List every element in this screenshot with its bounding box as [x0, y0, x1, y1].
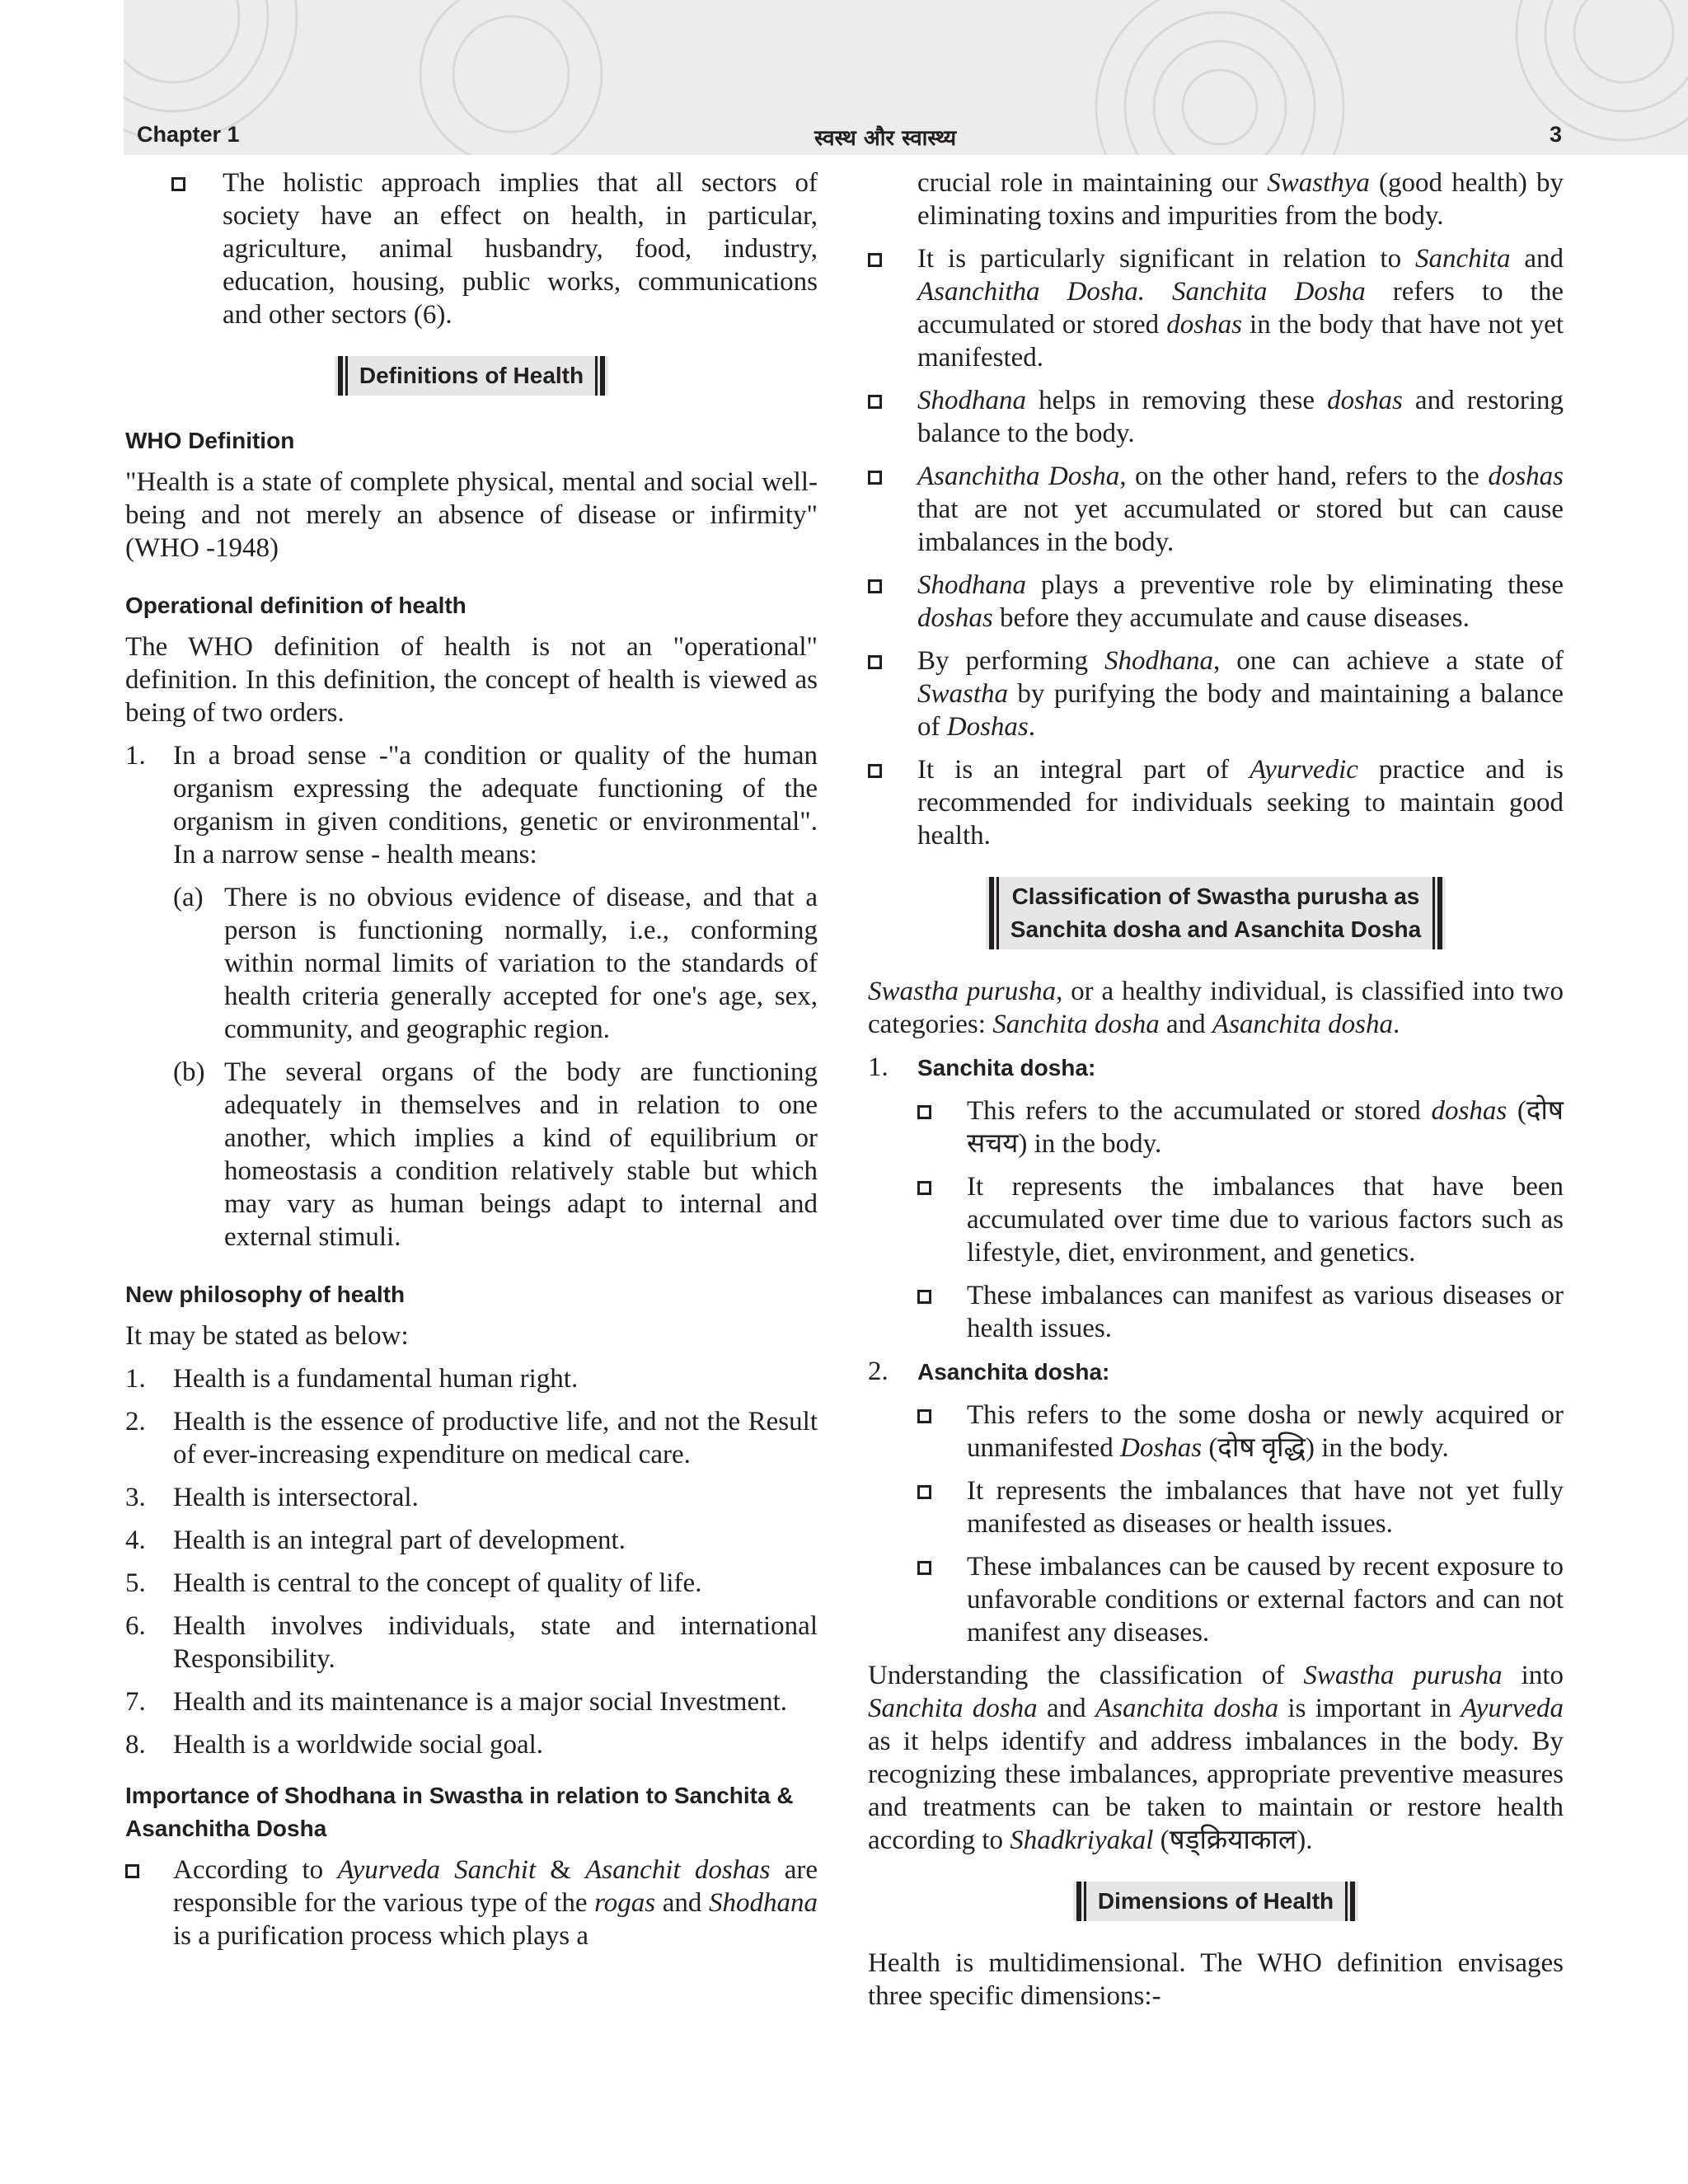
page-number: 3	[1550, 122, 1563, 147]
continued-text: crucial role in maintaining our Swasthya (good health) by eliminating toxins and impurities from the body.	[917, 168, 1564, 231]
paragraph-dimensions: Health is multidimensional. The WHO definition envisages three specific dimensions:-	[868, 1948, 1564, 2011]
checkbox-bullet-icon	[917, 1561, 931, 1575]
item-text: The several organs of the body are functioning adequately in themselves and in relation to one another, which implies a kind of equilibrium or homeostasis a condition relatively stable but which may vary as human beings adapt to internal and external stimuli.	[224, 1057, 818, 1252]
running-title: स्वस्थ और स्वास्थ्य	[814, 126, 957, 151]
item-text: In a broad sense -"a condition or quality of the human organism expressing the adequate functioning of the organism in given conditions, genetic or environmental". In a narrow sense - health means:	[173, 741, 818, 869]
list-item: It represents the imbalances that have been accumulated over time due to various factors such as lifestyle, diet, environment, and genetics.	[868, 1170, 1564, 1269]
list-item	[125, 881, 818, 1046]
checkbox-bullet-icon	[917, 1181, 931, 1195]
list-item: By performing Shodhana, one can achieve a state of Swastha by purifying the body and maintaining a balance of Doshas.	[868, 644, 1564, 743]
subheading-operational: Operational definition of health	[125, 593, 467, 618]
list-item: Asanchitha Dosha, on the other hand, refers to the doshas that are not yet accumulated or stored but can cause imbalances in the body.	[868, 460, 1564, 559]
list-item	[125, 1056, 818, 1254]
list-item: 3. Health is intersectoral.	[125, 1483, 419, 1512]
list-item: 1. Sanchita dosha:	[868, 1052, 1096, 1082]
bullet-text: According to Ayurveda Sanchit & Asanchit doshas are responsible for the various type of the rogas and Shodhana is a purification process which plays a	[173, 1855, 818, 1951]
paragraph-np-intro: It may be stated as below:	[125, 1321, 409, 1351]
checkbox-bullet-icon	[125, 1864, 139, 1878]
list-item: It represents the imbalances that have not yet fully manifested as diseases or health issues.	[868, 1474, 1564, 1540]
section-heading-text: Definitions of Health	[359, 363, 584, 388]
paragraph-understanding: Understanding the classification of Swastha purusha into Sanchita dosha and Asanchita dosha is important in Ayurveda as it helps identify and address imbalances in the body. By recognizing these imbalances, appropriate preventive measures and treatments can be taken to maintain or restore health according to Shadkriyakal (षड्क्रियाकाल).	[868, 1661, 1564, 1855]
checkbox-bullet-icon	[868, 395, 882, 409]
section-heading-classification	[868, 877, 1564, 954]
list-item: These imbalances can be caused by recent exposure to unfavorable conditions or external factors and can not manifest any diseases.	[868, 1550, 1564, 1649]
list-item: 8. Health is a worldwide social goal.	[125, 1730, 544, 1760]
subheading-importance: Importance of Shodhana in Swastha in relation to Sanchita & Asanchitha Dosha	[125, 1783, 794, 1841]
checkbox-bullet-icon	[171, 177, 185, 191]
list-item: 2. Health is the essence of productive life, and not the Result of ever-increasing expenditure on medical care.	[125, 1407, 818, 1469]
item-letter: (a)	[173, 883, 204, 912]
paragraph-who: "Health is a state of complete physical, mental and social well-being and not merely an absence of disease or infirmity" (WHO -1948)	[125, 467, 818, 563]
list-item: 7. Health and its maintenance is a major social Investment.	[125, 1687, 788, 1717]
chapter-label: Chapter 1	[137, 122, 240, 147]
checkbox-bullet-icon	[868, 471, 882, 485]
np-list	[125, 1362, 818, 1761]
section-heading-dimensions	[868, 1882, 1564, 1925]
item-number: 1.	[125, 741, 146, 771]
section-heading-text: Dimensions of Health	[1097, 1888, 1334, 1914]
list-item: 4. Health is an integral part of development.	[125, 1526, 626, 1555]
checkbox-bullet-icon	[917, 1290, 931, 1304]
item-letter: (b)	[173, 1057, 205, 1087]
checkbox-bullet-icon	[868, 579, 882, 593]
right-column	[868, 166, 1564, 2022]
list-item: 6. Health involves individuals, state and international Responsibility.	[125, 1611, 818, 1674]
section-heading-text: Classification of Swastha purusha as Sanchita dosha and Asanchita Dosha	[1010, 883, 1422, 942]
paragraph-operational: The WHO definition of health is not an "operational" definition. In this definition, the concept of health is viewed as being of two orders.	[125, 632, 818, 728]
paragraph-classification: Swastha purusha, or a healthy individual, is classified into two categories: Sanchita dosha and Asanchita dosha.	[868, 977, 1564, 1039]
list-item	[125, 739, 818, 871]
list-item: 1. Health is a fundamental human right.	[125, 1364, 579, 1394]
list-item: This refers to the some dosha or newly acquired or unmanifested Doshas (दोष वृद्धि) in the body.	[868, 1399, 1564, 1465]
checkbox-bullet-icon	[868, 764, 882, 778]
bullet-text: The holistic approach implies that all sectors of society have an effect on health, in particular, agriculture, animal husbandry, food, industry, education, housing, public works, communications and other sectors (6).	[223, 168, 818, 330]
subheading-new-philosophy: New philosophy of health	[125, 1282, 406, 1307]
list-item: It is particularly significant in relation to Sanchita and Asanchitha Dosha. Sanchita Dosha refers to the accumulated or stored doshas in the body that have not yet manifested.	[868, 242, 1564, 374]
list-item: Shodhana plays a preventive role by eliminating these doshas before they accumulate and cause diseases.	[868, 569, 1564, 635]
list-item: Shodhana helps in removing these doshas and restoring balance to the body.	[868, 384, 1564, 450]
checkbox-bullet-icon	[917, 1409, 931, 1423]
subheading-who: WHO Definition	[125, 428, 295, 453]
list-item: 5. Health is central to the concept of quality of life.	[125, 1568, 702, 1598]
left-column	[125, 166, 818, 1962]
list-item	[125, 1854, 818, 1952]
section-heading-definitions	[125, 356, 818, 400]
list-item: It is an integral part of Ayurvedic practice and is recommended for individuals seeking to maintain good health.	[868, 753, 1564, 852]
list-item: This refers to the accumulated or stored doshas (दोष सचय) in the body.	[868, 1094, 1564, 1160]
checkbox-bullet-icon	[917, 1105, 931, 1119]
list-item	[125, 166, 818, 331]
item-text: There is no obvious evidence of disease, and that a person is functioning normally, i.e., conforming within normal limits of variation to the standards of health criteria generally accepted for one's age, sex, community, and geographic region.	[224, 883, 818, 1044]
checkbox-bullet-icon	[868, 655, 882, 669]
list-item: These imbalances can manifest as various diseases or health issues.	[868, 1279, 1564, 1345]
list-item: 2. Asanchita dosha:	[868, 1357, 1110, 1386]
checkbox-bullet-icon	[917, 1485, 931, 1499]
checkbox-bullet-icon	[868, 253, 882, 267]
